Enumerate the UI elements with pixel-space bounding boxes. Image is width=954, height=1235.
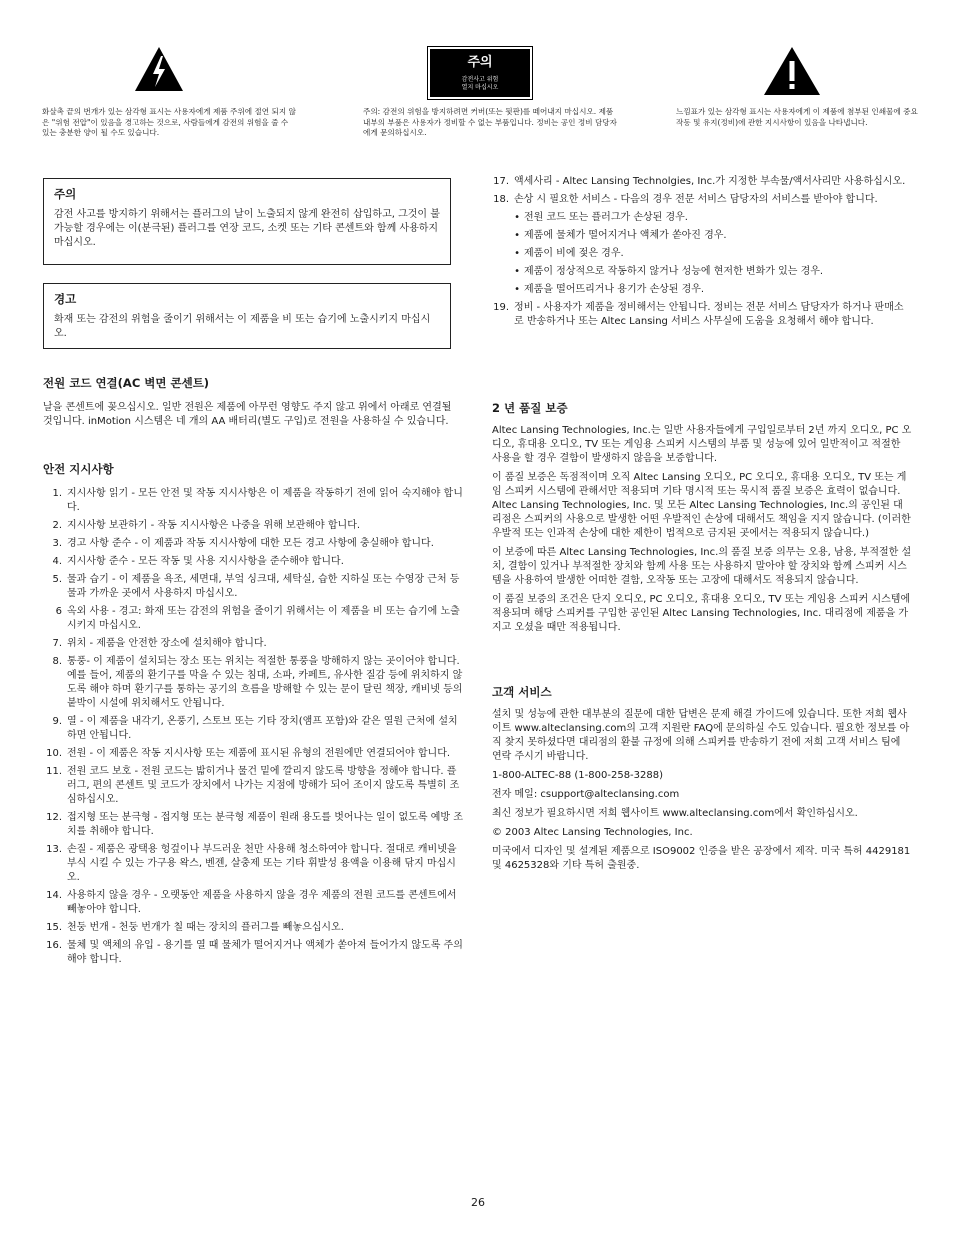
list-item [43, 637, 463, 651]
service-paragraph: 미국에서 디자인 및 설계된 제품으로 ISO9002 인증을 받은 공장에서 제작. 미국 특허 4429181 및 4625328와 기타 특허 출원중. [492, 846, 911, 871]
bullet-text: 제품이 비에 젖은 경우. [524, 248, 624, 259]
bullet-item [490, 247, 910, 261]
service-section-title: 고객 서비스 [492, 685, 552, 699]
list-item [43, 921, 463, 935]
list-item [43, 519, 463, 533]
bullet-icon: • [514, 266, 520, 277]
list-item [43, 765, 463, 807]
bullet-icon: • [514, 230, 520, 241]
list-item-text: 접지형 또는 분극형 - 접지형 또는 분극형 제품이 원래 용도를 벗어나는 일이 없도록 예방 조치를 취해야 합니다. [67, 812, 463, 837]
list-item [43, 605, 463, 633]
list-item [43, 747, 463, 761]
list-item-number: 15. [46, 922, 62, 933]
list-item-number: 18. [493, 194, 509, 205]
warranty-paragraph: 이 품질 보증은 독점적이며 오직 Altec Lansing 오디오, PC 오디오, 휴대용 오디오, TV 또는 게임 스피커 시스템에 관해서만 적용되며 기타 명시적 또는 묵시적 품질 보증은 효력이 없습니다. Altec Lansing Technologies, Inc. 및 모든 Altec Lansing Technologies, Inc.의 공인된 대리점은 스피커의 사용으로 발생한 어떤 우발적인 손상에 대해서도 책임을 지지 않습니다. (이러한 우발적 또는 인과적 손상에 대한 제한이 법적으로 금지된 곳에서는 적용되지 않습니다.) [492, 472, 911, 539]
list-item-text: 손상 시 필요한 서비스 - 다음의 경우 전문 서비스 담당자의 서비스를 받아야 합니다. [514, 194, 878, 205]
service-paragraph: © 2003 Altec Lansing Technologies, Inc. [492, 827, 693, 838]
list-item [43, 939, 463, 967]
list-item-number: 1. [52, 488, 62, 499]
list-item-text: 옥외 사용 - 경고: 화재 또는 감전의 위험을 줄이기 위해서는 이 제품을 비 또는 습기에 노출시키지 마십시오. [67, 606, 460, 631]
service-list-section [490, 175, 910, 333]
list-item [490, 193, 910, 207]
power-section [43, 376, 453, 429]
left-symbol-caption: 화살촉 끝의 번개가 있는 삼각형 표시는 사용자에게 제품 주위에 절연 되지 않은 "위험 전압"이 있음을 경고하는 것으로, 사람들에게 감전의 위험을 줄 수 있는 충분한 양이 될 수도 있습니다. [42, 107, 296, 137]
list-item [43, 843, 463, 885]
list-item [43, 655, 463, 711]
list-item [43, 889, 463, 917]
caution-box-text: 감전 사고를 방지하기 위해서는 플러그의 날이 노출되지 않게 완전히 삽입하고, 그것이 불가능할 경우에는 이(분극된) 플러그를 연장 코드, 소켓 또는 기타 콘센트와 함께 사용하지 마십시오. [54, 209, 440, 248]
caution-label-line1: 감전사고 위험 [461, 76, 499, 83]
service-section [492, 685, 912, 878]
warranty-section [492, 401, 912, 640]
service-paragraph: 1-800-ALTEC-88 (1-800-258-3288) [492, 770, 664, 781]
caution-label-title: 주의 [430, 49, 530, 71]
list-item-text: 액세사리 - Altec Lansing Technolgies, Inc.가 지정한 부속물/액서사리만 사용하십시오. [514, 176, 906, 187]
list-item-number: 14. [46, 890, 62, 901]
warranty-section-title: 2 년 품질 보증 [492, 401, 568, 415]
list-item-number: 5. [52, 574, 62, 585]
bullet-icon: • [514, 212, 520, 223]
list-item-text: 열 - 이 제품을 내각기, 온풍기, 스토브 또는 기타 장치(앰프 포함)와 같은 열원 근처에 설치하면 안됩니다. [67, 716, 458, 741]
list-item-number: 17. [493, 176, 509, 187]
right-list [490, 175, 910, 207]
list-item [43, 487, 463, 515]
list-item-number: 2. [52, 520, 62, 531]
caution-label-subtitle [430, 71, 530, 97]
warning-box-text: 화재 또는 감전의 위험을 줄이기 위해서는 이 제품을 비 또는 습기에 노출시키지 마십시오. [54, 314, 431, 339]
bullet-icon: • [514, 248, 520, 259]
list-item-number: 13. [46, 844, 62, 855]
list-item-number: 8. [52, 656, 62, 667]
list-item-text: 전원 - 이 제품은 작동 지시사항 또는 제품에 표시된 유형의 전원에만 연결되어야 합니다. [67, 748, 451, 759]
list-item-number: 3. [52, 538, 62, 549]
exclamation-triangle-icon [763, 46, 821, 96]
warning-box-title: 경고 [54, 292, 77, 306]
list-item-text: 전원 코드 보호 - 전원 코드는 밟히거나 물건 밑에 깔리지 않도록 방향을 정해야 합니다. 플러그, 편의 콘센트 및 코드가 장치에서 나가는 지점에 방해가 되어 조이지 않도록 특별히 조심하십시오. [67, 766, 460, 805]
right-symbol-caption: 느낌표가 있는 삼각형 표시는 사용자에게 이 제품에 첨부된 인쇄물에 중요 작동 및 유지(정비)에 관한 지시사항이 있음을 나타냅니다. [676, 107, 918, 127]
list-item-text: 위치 - 제품을 안전한 장소에 설치해야 합니다. [67, 638, 267, 649]
bullet-item [490, 211, 910, 225]
bullet-text: 제품이 정상적으로 작동하지 않거나 성능에 현저한 변화가 있는 경우. [524, 266, 824, 277]
list-item [43, 715, 463, 743]
list-item-number: 16. [46, 940, 62, 951]
list-item [43, 555, 463, 569]
warranty-paragraphs [492, 424, 912, 635]
bullet-text: 제품을 떨어뜨리거나 용기가 손상된 경우. [524, 284, 705, 295]
safety-section-title: 안전 지시사항 [43, 462, 114, 476]
list-item [43, 811, 463, 839]
right-list-19 [490, 301, 910, 329]
bullet-text: 전원 코드 또는 플러그가 손상된 경우. [524, 212, 688, 223]
list-item-number: 6 [55, 606, 62, 617]
warranty-paragraph: 이 보증에 따른 Altec Lansing Technologies, Inc.의 품질 보증 의무는 오용, 남용, 부적절한 설치, 결함이 있거나 부적절한 장치와 함께 사용 또는 사용하지 말아야 할 장치와 함께 스피커 시스템을 사용하여 발생한 어떠한 결함, 오작동 또는 고장에 대해서도 적용되지 않습니다. [492, 547, 912, 586]
list-item-text: 물체 및 액체의 유입 - 용기를 열 때 물체가 떨어지거나 액체가 쏟아져 들어가지 않도록 주의해야 합니다. [67, 940, 463, 965]
power-section-title: 전원 코드 연결(AC 벽면 콘센트) [43, 376, 210, 390]
list-item [43, 573, 463, 601]
list-item-text: 지시사항 읽기 - 모든 안전 및 작동 지시사항은 이 제품을 작동하기 전에 읽어 숙지해야 합니다. [67, 488, 463, 513]
list-item-text: 손질 - 제품은 광택용 헝겊이나 부드러운 천만 사용해 청소하여야 합니다. 절대로 캐비넷을 부식 시킬 수 있는 가구용 왁스, 벤젠, 살충제 또는 기타 휘발성 용액을 이용해 닦지 마십시오. [67, 844, 457, 883]
warning-box [43, 283, 451, 349]
list-item-text: 정비 - 사용자가 제품을 정비해서는 안됩니다. 정비는 전문 서비스 담당자가 하거나 판매소로 반송하거나 또는 Altec Lansing 서비스 사무실에 도움을 요청해서 해야 합니다. [514, 302, 904, 327]
warranty-paragraph: Altec Lansing Technologies, Inc.는 일반 사용자들에게 구입일로부터 2년 까지 오디오, PC 오디오, 휴대용 오디오, TV 또는 게임용 스피커 시스템의 부품 및 성능에 있어 일반적이고 적절한 사용을 할 경우 결함이 발생하지 않음을 보증합니다. [492, 425, 912, 464]
list-item-text: 지시사항 준수 - 모든 작동 및 사용 지시사항을 준수해야 합니다. [67, 556, 344, 567]
bullet-item [490, 229, 910, 243]
bullet-text: 제품에 물체가 떨어지거나 액체가 쏟아진 경우. [524, 230, 727, 241]
service-paragraph: 최신 정보가 필요하시면 저희 웹사이트 www.alteclansing.com에서 확인하십시오. [492, 808, 858, 819]
page-number: 26 [471, 1196, 485, 1209]
list-item [43, 537, 463, 551]
service-paragraphs [492, 708, 912, 873]
service-paragraph: 전자 메일: csupport@alteclansing.com [492, 789, 680, 800]
list-item [490, 301, 910, 329]
warranty-paragraph: 이 품질 보증의 조건은 단지 오디오, PC 오디오, 휴대용 오디오, TV 또는 게임용 스피커 시스템에 적용되며 해당 스피커를 구입한 공인된 Altec Lansing Technologies, Inc. 대리점에 제품을 가지고 오셨을 때만 적용됩니다. [492, 594, 911, 633]
center-symbol-caption: 주의: 감전의 위험을 방지하려면 커버(또는 뒷판)를 떼어내지 마십시오. 제품 내부의 부품은 사용자가 정비할 수 없는 부품입니다. 정비는 공인 정비 담당자에게 문의하십시오. [363, 107, 617, 137]
list-item-number: 4. [52, 556, 62, 567]
list-item-number: 19. [493, 302, 509, 313]
list-item-text: 물과 습기 - 이 제품을 욕조, 세면대, 부엌 싱크대, 세탁실, 습한 지하실 또는 수영장 근처 등 물과 가까운 곳에서 사용하지 마십시오. [67, 574, 460, 599]
safety-list [43, 487, 463, 967]
caution-box [43, 178, 451, 265]
list-item-text: 사용하지 않을 경우 - 오랫동안 제품을 사용하지 않을 경우 제품의 전원 코드를 콘센트에서 빼놓아야 합니다. [67, 890, 457, 915]
bullet-icon: • [514, 284, 520, 295]
safety-section [43, 462, 463, 971]
lightning-triangle-icon [134, 46, 184, 92]
caution-label-line2: 열지 마십시오 [461, 84, 499, 91]
list-item-number: 9. [52, 716, 62, 727]
list-item-number: 10. [46, 748, 62, 759]
list-item-number: 7. [52, 638, 62, 649]
list-item [490, 175, 910, 189]
list-item-number: 12. [46, 812, 62, 823]
list-item-text: 천둥 번개 - 천둥 번개가 칠 때는 장치의 플러그를 빼놓으십시오. [67, 922, 344, 933]
list-item-text: 통풍- 이 제품이 설치되는 장소 또는 위치는 적절한 통풍을 방해하지 않는 곳이어야 합니다. 예를 들어, 제품의 환기구를 막을 수 있는 침대, 소파, 카페트, 유사한 질감 등에 위치하지 않도록 해야 하며 환기구를 통하는 공기의 흐름을 방해할 수 있는 문이 달린 책장, 캐비넷 등의 붙박이 시설에 위치해서도 안됩니다. [67, 656, 463, 709]
list-item-text: 지시사항 보관하기 - 작동 지시사항은 나중을 위해 보관해야 합니다. [67, 520, 361, 531]
damage-bullet-list [490, 211, 910, 297]
caution-box-title: 주의 [54, 187, 77, 201]
list-item-text: 경고 사항 준수 - 이 제품과 작동 지시사항에 대한 모든 경고 사항에 충실해야 합니다. [67, 538, 434, 549]
caution-label [427, 46, 533, 100]
list-item-number: 11. [46, 766, 62, 777]
power-section-text: 날을 콘센트에 꽂으십시오. 일반 전원은 제품에 아무런 영향도 주지 않고 위에서 아래로 연결될 것입니다. inMotion 시스템은 네 개의 AA 배터리(별도 구입)로 전원을 사용하실 수 있습니다. [43, 402, 452, 427]
service-paragraph: 설치 및 성능에 관한 대부분의 질문에 대한 답변은 문제 해결 가이드에 있습니다. 또한 저희 웹사이트 www.alteclansing.com의 고객 지원란 FAQ에 문의하실 수도 있습니다. 필요한 정보를 아직 찾지 못하셨다면 대리점의 환불 규정에 의해 스피커를 반송하기 전에 저희 고객 서비스 팀에 연락 주시기 바랍니다. [492, 709, 910, 762]
bullet-item [490, 283, 910, 297]
bullet-item [490, 265, 910, 279]
